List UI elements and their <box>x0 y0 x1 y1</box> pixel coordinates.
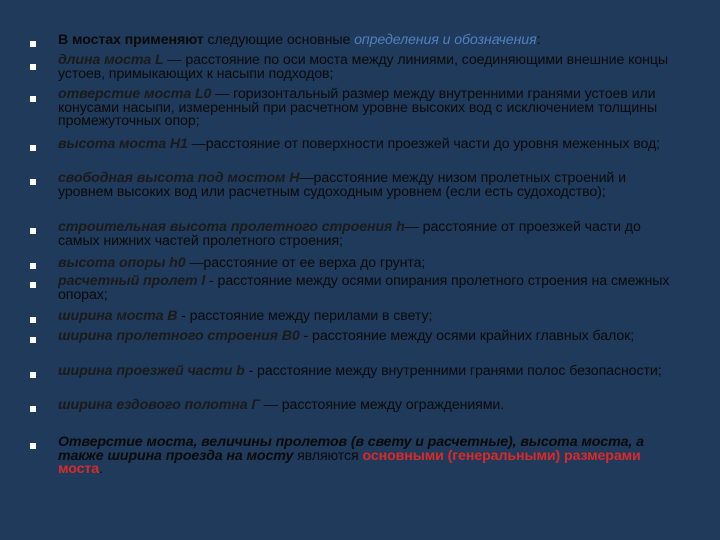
item-2-symbol: L <box>154 52 164 68</box>
item-5-symbol: H <box>289 170 300 186</box>
item-12-desc: — расстояние между ограждениями. <box>259 397 505 413</box>
item-9-symbol: B <box>167 308 178 324</box>
item-12-term: ширина ездового полотна <box>58 397 252 413</box>
item-8-symbol: l <box>201 273 206 289</box>
item-11-desc: - расстояние между внутренними гранями полос безопасности; <box>244 363 662 379</box>
item-8-term: расчетный пролет <box>58 273 202 289</box>
item-4-symbol: H1 <box>169 136 188 152</box>
item-11 <box>58 365 673 379</box>
item-1-intro: В мостах применяют <box>58 32 204 48</box>
item-13-bold: Отверстие моста, величины пролетов (в свету и расчетные), высота моста, а также ширина проезда на мосту <box>58 434 644 464</box>
item-1 <box>58 34 673 48</box>
item-10-desc: - расстояние между осями крайних главных балок; <box>299 328 635 344</box>
item-2-desc: — расстояние по оси моста между линиями, соединяющими внешние концы устоев, примыкающих к насыпи подходов; <box>58 52 669 82</box>
bullet-4 <box>30 145 36 151</box>
item-6 <box>58 221 673 248</box>
bullet-13 <box>30 443 36 449</box>
bullet-2 <box>30 64 36 70</box>
bullet-3 <box>30 96 36 102</box>
item-13-red-1: основными <box>362 447 444 464</box>
item-4 <box>58 138 673 152</box>
item-1-rest: следующие основные <box>203 32 355 48</box>
bullet-6 <box>30 228 36 234</box>
item-9-term: ширина моста <box>58 308 168 324</box>
item-7-desc: —расстояние от ее верха до грунта; <box>185 255 426 271</box>
bullet-11 <box>30 372 36 378</box>
item-7 <box>58 257 673 271</box>
bullet-8 <box>30 282 36 288</box>
item-5-term: свободная высота под мостом <box>58 170 290 186</box>
item-13-end: . <box>99 461 103 477</box>
item-6-desc: — расстояние от проезжей части до самых нижних частей пролетного строения; <box>58 219 641 249</box>
item-13-red-2: (генеральными) размерами моста <box>58 447 641 477</box>
item-13-rest: являются <box>293 447 363 464</box>
item-2-term: длина моста <box>58 52 155 68</box>
item-12 <box>58 399 673 413</box>
item-3-symbol: L0 <box>194 86 212 102</box>
item-2 <box>58 54 673 81</box>
item-10 <box>58 330 673 344</box>
item-11-symbol: b <box>236 363 245 379</box>
item-12-symbol: Г <box>251 397 260 413</box>
item-4-desc: —расстояние от поверхности проезжей части до уровня меженных вод; <box>187 136 660 152</box>
item-9-desc: - расстояние между перилами в свету; <box>177 308 433 324</box>
item-8 <box>58 275 673 302</box>
item-7-term: высота опоры <box>58 255 170 271</box>
item-7-symbol: h0 <box>169 255 186 271</box>
item-5-desc: —расстояние между низом пролетных строений и уровнем высоких вод или расчетным судоходным уровнем (если есть судоходство); <box>58 170 626 200</box>
item-10-term: ширина пролетного строения <box>58 328 282 344</box>
item-3 <box>58 88 673 129</box>
bullet-1 <box>30 41 36 47</box>
item-5 <box>58 172 673 199</box>
item-3-desc: — горизонтальный размер между внутренними гранями устоев или конусами насыпи, измеренный при расчетном уровне высоких вод с исключением толщины промежуточных опор; <box>58 86 658 129</box>
item-8-desc: - расстояние между осями опирания пролетного строения на смежных опорах; <box>58 273 670 303</box>
item-3-term: отверстие моста <box>58 86 195 102</box>
bullet-10 <box>30 337 36 343</box>
item-13 <box>58 436 673 477</box>
bullet-12 <box>30 406 36 412</box>
item-1-highlight: определения и обозначения <box>354 32 537 48</box>
item-6-term: строительная высота пролетного строения <box>58 219 397 235</box>
bullet-7 <box>30 263 36 269</box>
item-9 <box>58 310 673 324</box>
bullet-5 <box>30 179 36 185</box>
item-10-symbol: B0 <box>281 328 300 344</box>
bullet-9 <box>30 317 36 323</box>
item-4-term: высота моста <box>58 136 170 152</box>
item-11-term: ширина проезжей части <box>58 363 237 379</box>
item-1-end: : <box>536 32 541 48</box>
item-6-symbol: h <box>396 219 405 235</box>
